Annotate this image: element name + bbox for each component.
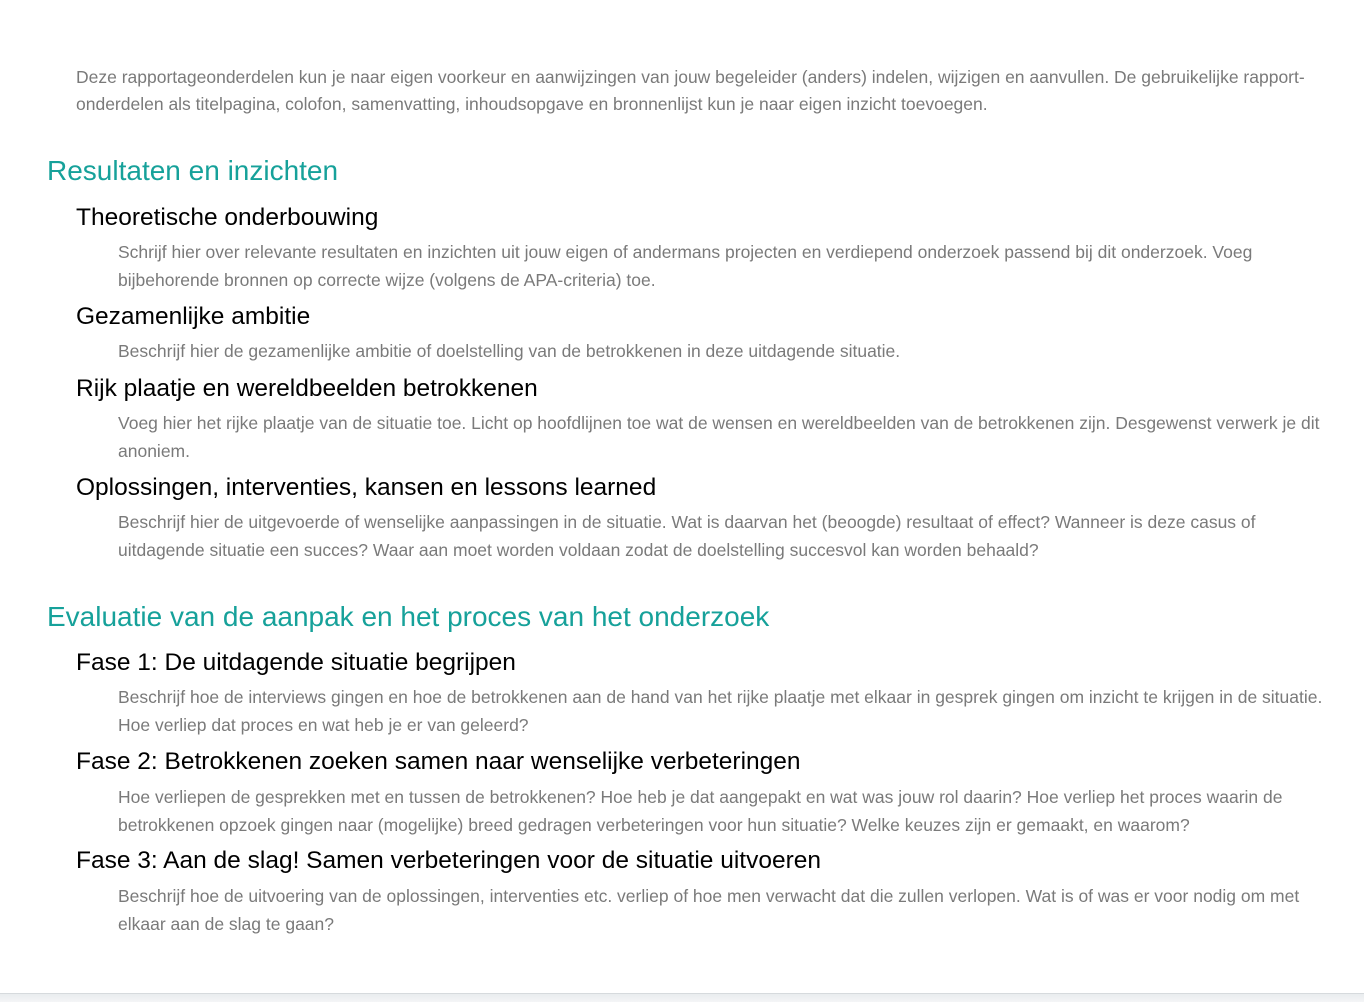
body-fase-1: Beschrijf hoe de interviews gingen en hoe de betrokkenen aan de hand van het rijke plaatje met elkaar in gesprek gingen om inzicht te krijgen in de situatie. Hoe verliep dat proces en wat heb je er van geleerd?	[118, 687, 1323, 735]
subheading-fase-3: Fase 3: Aan de slag! Samen verbeteringen voor de situatie uitvoeren	[76, 847, 821, 874]
subheading-fase-2: Fase 2: Betrokkenen zoeken samen naar wenselijke verbeteringen	[76, 748, 801, 775]
body-oplossingen: Beschrijf hier de uitgevoerde of wenselijke aanpassingen in de situatie. Wat is daarvan het (beoogde) resultaat of effect? Wanneer is deze casus of uitdagende situatie een succes? Waar aan moet worden voldaan zodat de doelstelling succesvol kan worden behaald?	[118, 512, 1256, 560]
subheading-rijk-plaatje: Rijk plaatje en wereldbeelden betrokkenen	[76, 375, 538, 402]
section-heading-evaluatie: Evaluatie van de aanpak en het proces van het onderzoek	[47, 601, 770, 632]
body-gezamenlijke-ambitie: Beschrijf hier de gezamenlijke ambitie of doelstelling van de betrokkenen in deze uitdagende situatie.	[118, 341, 901, 361]
section-heading-resultaten: Resultaten en inzichten	[47, 155, 339, 186]
body-theoretische-onderbouwing: Schrijf hier over relevante resultaten en inzichten uit jouw eigen of andermans projecten en verdiepend onderzoek passend bij dit onderzoek. Voeg bijbehorende bronnen op correcte wijze (volgens de APA-criteria) toe.	[118, 242, 1253, 290]
body-fase-3: Beschrijf hoe de uitvoering van de oplossingen, interventies etc. verliep of hoe men verwacht dat die zullen verlopen. Wat is of was er voor nodig om met elkaar aan de slag te gaan?	[118, 886, 1300, 934]
intro-paragraph: Deze rapportageonderdelen kun je naar eigen voorkeur en aanwijzingen van jouw begeleider (anders) indelen, wijzigen en aanvullen. De gebruikelijke rapport-onderdelen als titelpagina, colofon, samenvatting, inhoudsopgave en bronnenlijst kun je naar eigen inzicht toevoegen.	[76, 67, 1305, 114]
subheading-gezamenlijke-ambitie: Gezamenlijke ambitie	[76, 303, 311, 330]
subheading-fase-1: Fase 1: De uitdagende situatie begrijpen	[76, 649, 516, 676]
subheading-oplossingen: Oplossingen, interventies, kansen en lessons learned	[76, 474, 657, 501]
body-rijk-plaatje: Voeg hier het rijke plaatje van de situatie toe. Licht op hoofdlijnen toe wat de wensen en wereldbeelden van de betrokkenen zijn. Desgewenst verwerk je dit anoniem.	[118, 413, 1320, 461]
subheading-theoretische-onderbouwing: Theoretische onderbouwing	[76, 204, 379, 231]
body-fase-2: Hoe verliepen de gesprekken met en tussen de betrokkenen? Hoe heb je dat aangepakt en wat was jouw rol daarin? Hoe verliep het proces waarin de betrokkenen opzoek gingen naar (mogelijke) breed gedragen verbeteringen voor hun situatie? Welke keuzes zijn er gemaakt, en waarom?	[118, 787, 1283, 835]
